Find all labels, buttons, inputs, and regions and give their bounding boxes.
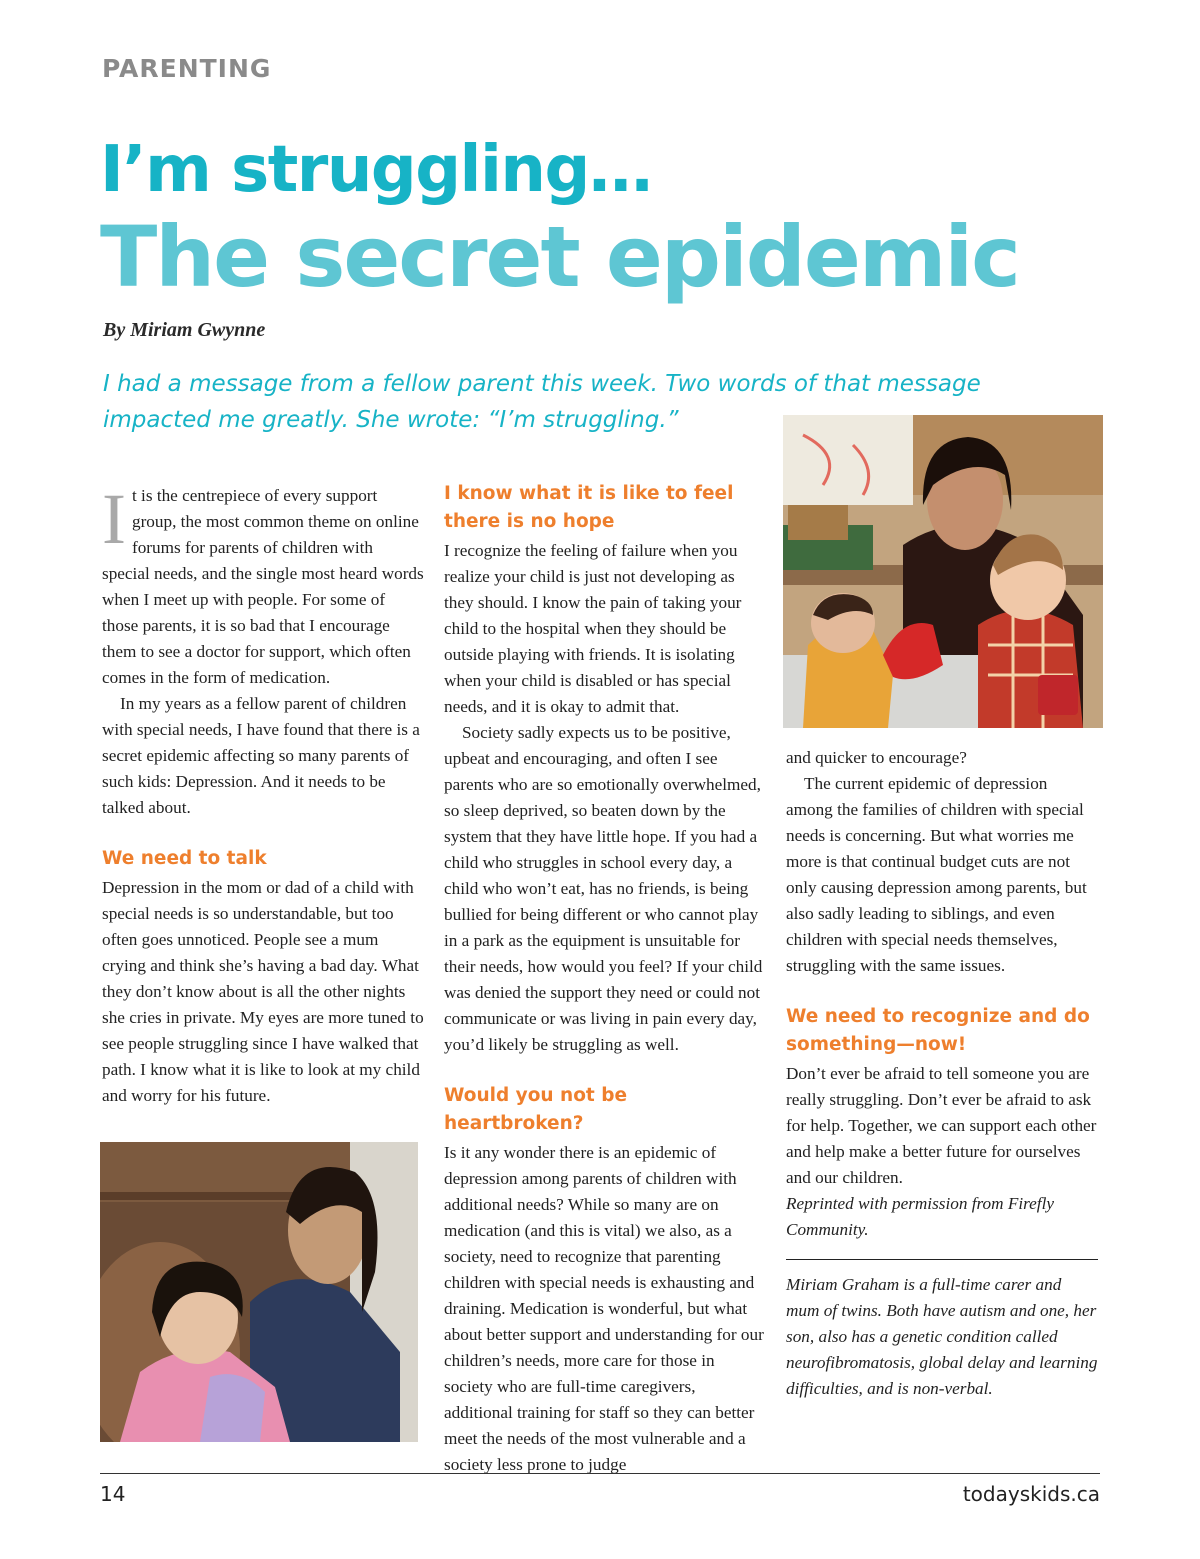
article-column-3 (786, 745, 1098, 1402)
paragraph: Society sadly expects us to be positive, upbeat and encouraging, and often I see parents who are so emotionally overwhelmed, so sleep deprived, so beaten down by the system that they have little hope. If you had a child who struggles in school every day, a child who won’t eat, has no friends, is being bullied for being different or who cannot play in a park as the equipment is unsuitable for their needs, how would you feel? If your child was denied the support they need or could not communicate or was living in pain every day, you’d likely be struggling as well. (444, 723, 763, 1054)
subheading-we-need-to-talk: We need to talk (102, 848, 267, 869)
photo-mother-and-toddler (100, 1142, 418, 1442)
section-label: PARENTING (102, 54, 272, 83)
paragraph: and quicker to encourage? (786, 748, 967, 767)
author-bio: Miriam Graham is a full-time carer and mum of twins. Both have autism and one, her son, also has a genetic condition called neurofibromatosis, global delay and learning difficulties, and is non-verbal. (786, 1275, 1098, 1398)
paragraph: Depression in the mom or dad of a child with special needs is so understandable, but too often goes unnoticed. People see a mum crying and think she’s having a bad day. What they don’t know about is all the other nights she cries in private. My eyes are more tuned to see people struggling since I have walked that path. I know what it is like to look at my child and worry for his future. (102, 878, 424, 1105)
footer-divider (100, 1473, 1100, 1474)
drop-cap: I (102, 479, 126, 559)
paragraph: Is it any wonder there is an epidemic of depression among parents of children with additional needs? While so many are on medication (and this is vital) we also, as a society, need to recognize that parenting children with special needs is exhausting and draining. Medication is wonderful, but what about better support and understanding for our children’s needs, more care for those in society who are full-time caregivers, additional training for staff so they can better meet the needs of the most vulnerable and a society less prone to judge (444, 1143, 764, 1474)
subheading-heartbroken: Would you not be heartbroken? (444, 1085, 627, 1134)
headline-line-2: The secret epidemic (100, 208, 1019, 306)
page-number: 14 (100, 1482, 126, 1506)
article-column-1 (102, 479, 424, 1109)
paragraph: In my years as a fellow parent of children with special needs, I have found that there is a secret epidemic affecting so many parents of such kids: Depression. And it needs to be talked about. (102, 694, 420, 817)
website-url: todayskids.ca (962, 1482, 1100, 1506)
opening-paragraph (102, 479, 424, 691)
paragraph: I recognize the feeling of failure when you realize your child is just not developing as they should. I know the pain of taking your child to the hospital when they should be outside playing with friends. It is isolating when your child is disabled or has special needs, and it is okay to admit that. (444, 541, 742, 716)
subheading-recognize: We need to recognize and do something—now! (786, 1006, 1090, 1055)
reprint-credit: Reprinted with permission from Firefly Community. (786, 1194, 1054, 1239)
byline: By Miriam Gwynne (103, 319, 266, 341)
photo-mother-and-twins (783, 415, 1103, 728)
paragraph: The current epidemic of depression among the families of children with special needs is concerning. But what worries me more is that continual budget cuts are not only causing depression among parents, but also sadly leading to siblings, and even children with special needs themselves, struggling with the same issues. (786, 774, 1087, 975)
standfirst: I had a message from a fellow parent this week. Two words of that message impacted me greatly. She wrote: “I’m struggling.” (103, 371, 981, 433)
paragraph: Don’t ever be afraid to tell someone you are really struggling. Don’t ever be afraid to ask for help. Together, we can support each other and help make a better future for ourselves and our children. (786, 1064, 1097, 1187)
opening-text: t is the centrepiece of every support group, the most common theme on online forums for parents of children with special needs, and the single most heard words when I meet up with people. For some of those parents, it is so bad that I encourage them to see a doctor for support, which often comes in the form of medication. (102, 486, 424, 687)
headline-line-1: I’m struggling… (100, 133, 652, 207)
divider (786, 1259, 1098, 1260)
subheading-no-hope: I know what it is like to feel there is no hope (444, 483, 734, 532)
article-column-2 (444, 480, 766, 1478)
